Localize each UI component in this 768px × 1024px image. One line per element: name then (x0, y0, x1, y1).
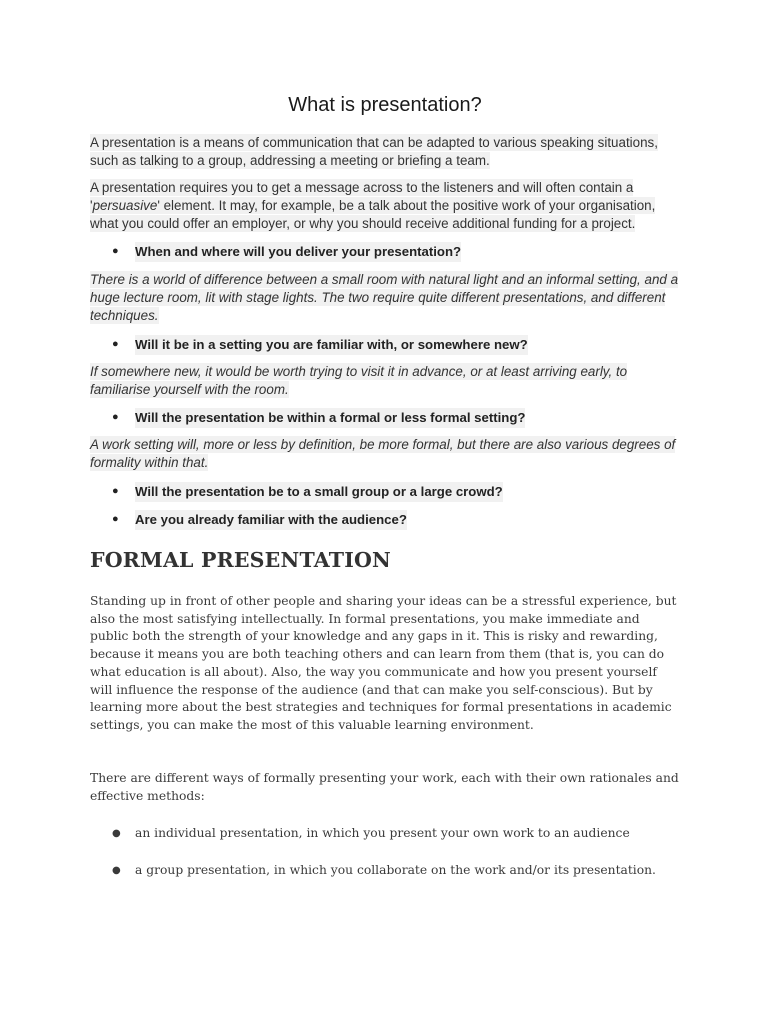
question-item (114, 242, 674, 262)
list-item (114, 862, 674, 880)
page-title: What is presentation? (288, 94, 482, 116)
intro-paragraph-2 (90, 179, 680, 233)
intro-paragraph-1 (90, 134, 680, 170)
question-item (114, 510, 674, 530)
question-text: Will the presentation be within a formal or less formal setting? (135, 408, 525, 428)
question-item (114, 482, 674, 502)
formal-paragraph-2: There are different ways of formally presenting your work, each with their own rationales and effective methods: (90, 771, 679, 803)
section-heading: FORMAL PRESENTATION (90, 548, 391, 572)
bullet-icon: ● (112, 411, 119, 423)
bullet-icon: ● (112, 513, 119, 525)
question-text: Will it be in a setting you are familiar with, or somewhere new? (135, 335, 528, 355)
question-answer-text: If somewhere new, it would be worth trying to visit it in advance, or at least arriving early, to familiarise yourself with the room. (90, 364, 628, 397)
intro-p2-after: ' element. It may, for example, be a talk about the positive work of your organisation, what you could offer an employer, or why you should receive additional funding for a project. (90, 198, 656, 231)
bullet-icon: ● (112, 828, 121, 839)
list-item-text: an individual presentation, in which you present your own work to an audience (135, 826, 630, 840)
formal-paragraph-1: Standing up in front of other people and sharing your ideas can be a stressful experience, but also the most satisfying intellectually. In formal presentations, you make immediate and public both the strength of your knowledge and any gaps in it. This is risky and rewarding, because it means you are both teaching others and can learn from them (that is, you can do what education is all about). Also, the way you communicate and how you present yourself will influence the response of the audience (and that can make you self-conscious). But by learning more about the best strategies and techniques for formal presentations in academic settings, you can make the most of this valuable learning environment. (90, 594, 677, 732)
bullet-icon: ● (112, 865, 121, 876)
intro-paragraph-1-text: A presentation is a means of communication that can be adapted to various speaking situations, such as talking to a group, addressing a meeting or briefing a team. (90, 135, 658, 168)
intro-p2-italic: persuasive (92, 198, 158, 213)
bullet-icon: ● (112, 485, 119, 497)
question-item (114, 408, 674, 428)
question-text: When and where will you deliver your presentation? (135, 242, 461, 262)
list-item-text: a group presentation, in which you collaborate on the work and/or its presentation. (135, 863, 656, 877)
bullet-icon: ● (112, 338, 119, 350)
list-item (114, 825, 674, 843)
question-answer (90, 436, 680, 472)
intro-p2-before: A presentation requires you to get a message across to the listeners and will often contain a ' (90, 180, 634, 213)
question-item (114, 335, 674, 355)
question-text: Are you already familiar with the audience? (135, 510, 407, 530)
question-answer-text: There is a world of difference between a small room with natural light and an informal setting, and a huge lecture room, lit with stage lights. The two require quite different presentations, and different techniques. (90, 272, 679, 323)
question-text: Will the presentation be to a small group or a large crowd? (135, 482, 503, 502)
question-answer (90, 271, 680, 325)
intro-paragraph-2-text (90, 179, 655, 232)
question-answer (90, 363, 680, 399)
question-answer-text: A work setting will, more or less by definition, be more formal, but there are also various degrees of formality within that. (90, 437, 676, 470)
bullet-icon: ● (112, 245, 119, 257)
